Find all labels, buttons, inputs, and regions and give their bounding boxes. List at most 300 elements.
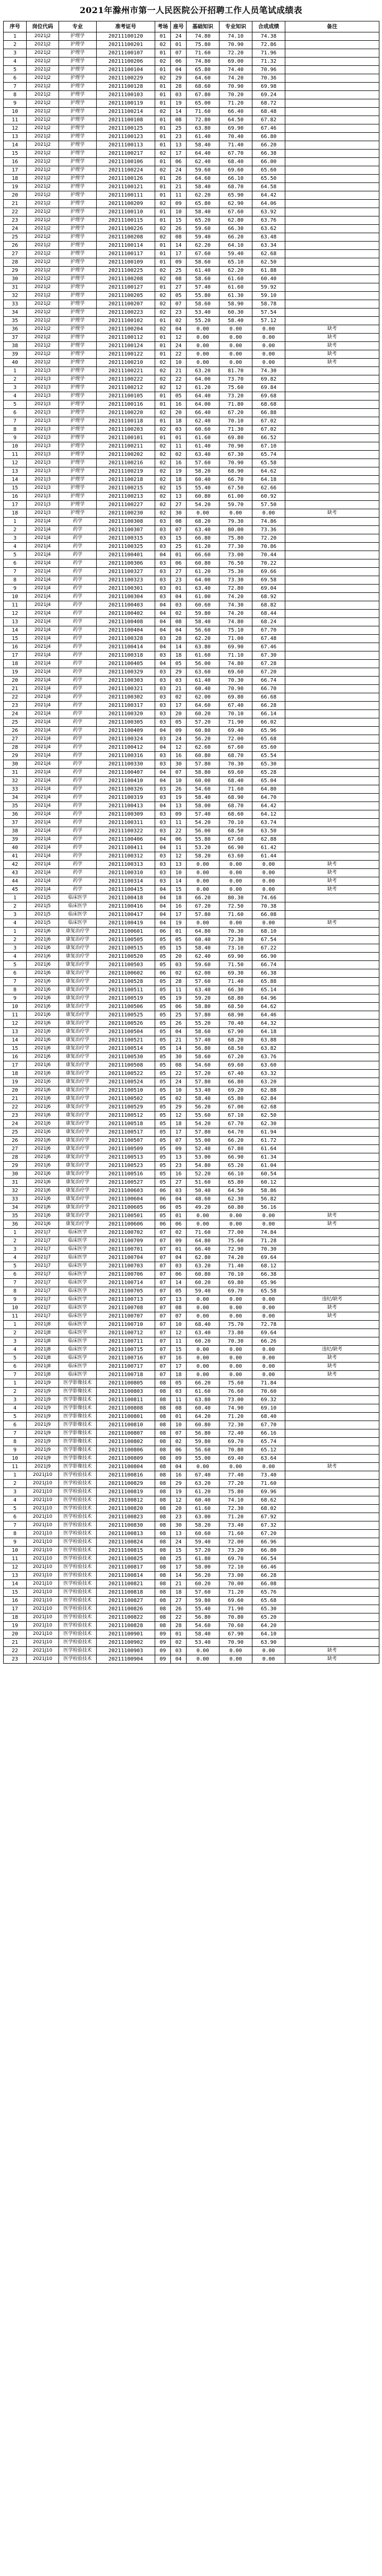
cell-remark <box>285 1488 379 1496</box>
cell-basic-score: 55.00 <box>187 1137 219 1145</box>
cell-position-code: 2021J9 <box>27 1446 59 1455</box>
cell-ticket-no: 20211100502 <box>97 1095 155 1103</box>
cell-serial: 4 <box>4 1254 27 1262</box>
cell-serial: 4 <box>4 1404 27 1413</box>
cell-basic-score: 65.80 <box>187 66 219 74</box>
cell-professional-score: 70.90 <box>219 685 252 693</box>
cell-room: 07 <box>155 1321 171 1329</box>
table-row <box>4 777 379 785</box>
cell-room: 08 <box>155 1379 171 1388</box>
cell-major: 药学 <box>59 568 97 576</box>
table-header-row <box>4 21 379 32</box>
table-row <box>4 1245 379 1254</box>
cell-total-score: 0.00 <box>252 342 285 350</box>
cell-total-score: 65.30 <box>252 760 285 769</box>
cell-ticket-no: 20211100313 <box>97 861 155 869</box>
cell-professional-score: 73.00 <box>219 1396 252 1404</box>
cell-position-code: 2021J4 <box>27 710 59 718</box>
table-row <box>4 1354 379 1363</box>
cell-professional-score: 74.30 <box>219 601 252 610</box>
cell-room: 05 <box>155 1170 171 1178</box>
cell-serial: 1 <box>4 518 27 526</box>
cell-serial: 10 <box>4 1003 27 1011</box>
cell-ticket-no: 20211100227 <box>97 501 155 509</box>
cell-ticket-no: 20211100309 <box>97 810 155 819</box>
cell-ticket-no: 20211100418 <box>97 894 155 902</box>
cell-position-code: 2021J3 <box>27 501 59 509</box>
cell-position-code: 2021J8 <box>27 1337 59 1346</box>
cell-ticket-no: 20211100104 <box>97 66 155 74</box>
cell-ticket-no: 20211100215 <box>97 484 155 493</box>
cell-serial: 3 <box>4 1488 27 1496</box>
table-row <box>4 1287 379 1296</box>
cell-room: 05 <box>155 936 171 944</box>
cell-serial: 37 <box>4 819 27 827</box>
cell-room: 08 <box>155 1388 171 1396</box>
cell-professional-score: 69.80 <box>219 1279 252 1287</box>
cell-basic-score: 54.60 <box>187 785 219 794</box>
cell-position-code: 2021J4 <box>27 769 59 777</box>
header-cell: 专业知识 <box>219 21 252 32</box>
cell-position-code: 2021J2 <box>27 49 59 58</box>
table-row <box>4 986 379 994</box>
cell-position-code: 2021J8 <box>27 1329 59 1337</box>
cell-total-score: 62.88 <box>252 835 285 844</box>
cell-room: 02 <box>155 233 171 242</box>
cell-professional-score: 74.90 <box>219 1404 252 1413</box>
cell-total-score: 70.22 <box>252 559 285 568</box>
cell-remark <box>285 1128 379 1137</box>
cell-total-score: 64.46 <box>252 1011 285 1020</box>
cell-ticket-no: 20211100226 <box>97 225 155 233</box>
cell-basic-score: 0.00 <box>187 1655 219 1664</box>
cell-seat: 21 <box>171 1580 187 1588</box>
cell-ticket-no: 20211100504 <box>97 1028 155 1036</box>
cell-basic-score: 64.60 <box>187 175 219 183</box>
cell-room: 08 <box>155 1505 171 1513</box>
cell-ticket-no: 20211100712 <box>97 1329 155 1337</box>
cell-serial: 12 <box>4 124 27 133</box>
cell-remark <box>285 1170 379 1178</box>
cell-basic-score: 0.00 <box>187 1346 219 1354</box>
cell-ticket-no: 20211100705 <box>97 1287 155 1296</box>
table-row <box>4 1563 379 1572</box>
cell-professional-score: 75.80 <box>219 1488 252 1496</box>
cell-professional-score: 60.80 <box>219 1204 252 1212</box>
cell-remark <box>285 116 379 124</box>
table-row <box>4 1530 379 1538</box>
cell-ticket-no: 20211100404 <box>97 626 155 635</box>
cell-remark <box>285 1505 379 1513</box>
cell-major: 药学 <box>59 526 97 534</box>
cell-ticket-no: 20211100826 <box>97 1605 155 1613</box>
cell-major: 护理学 <box>59 175 97 183</box>
table-row <box>4 501 379 509</box>
cell-total-score: 66.02 <box>252 718 285 727</box>
cell-remark <box>285 1145 379 1153</box>
cell-major: 护理学 <box>59 509 97 518</box>
cell-total-score: 68.72 <box>252 99 285 108</box>
cell-seat: 12 <box>171 334 187 342</box>
cell-serial: 11 <box>4 451 27 459</box>
cell-total-score: 65.60 <box>252 166 285 175</box>
cell-remark <box>285 124 379 133</box>
cell-ticket-no: 20211100213 <box>97 493 155 501</box>
cell-ticket-no: 20211100407 <box>97 769 155 777</box>
cell-serial: 12 <box>4 459 27 467</box>
cell-total-score: 69.66 <box>252 568 285 576</box>
cell-ticket-no: 20211100113 <box>97 141 155 150</box>
table-row <box>4 1580 379 1588</box>
cell-room: 06 <box>155 1220 171 1229</box>
cell-remark: 违纪/缺考 <box>285 1296 379 1304</box>
cell-room: 02 <box>155 493 171 501</box>
cell-seat: 11 <box>171 844 187 852</box>
cell-basic-score: 56.80 <box>187 1613 219 1622</box>
cell-seat: 04 <box>171 593 187 601</box>
cell-position-code: 2021J6 <box>27 1003 59 1011</box>
cell-position-code: 2021J9 <box>27 1404 59 1413</box>
cell-professional-score: 0.00 <box>219 1296 252 1304</box>
cell-serial: 14 <box>4 476 27 484</box>
cell-position-code: 2021J7 <box>27 1254 59 1262</box>
table-row <box>4 1279 379 1287</box>
cell-basic-score: 64.80 <box>187 1237 219 1245</box>
cell-major: 临床医学 <box>59 1262 97 1270</box>
cell-remark <box>285 451 379 459</box>
cell-major: 护理学 <box>59 91 97 99</box>
cell-room: 03 <box>155 518 171 526</box>
cell-total-score: 62.50 <box>252 258 285 267</box>
cell-room: 03 <box>155 668 171 677</box>
table-row <box>4 1538 379 1547</box>
cell-position-code: 2021J6 <box>27 1061 59 1070</box>
cell-serial: 18 <box>4 660 27 668</box>
cell-major: 护理学 <box>59 275 97 283</box>
cell-position-code: 2021J10 <box>27 1547 59 1555</box>
cell-ticket-no: 20211100303 <box>97 677 155 685</box>
cell-professional-score: 66.20 <box>219 1137 252 1145</box>
cell-major: 护理学 <box>59 250 97 258</box>
cell-professional-score: 72.10 <box>219 1563 252 1572</box>
cell-basic-score: 58.60 <box>187 1053 219 1061</box>
cell-basic-score: 55.00 <box>187 1455 219 1463</box>
cell-remark <box>285 1321 379 1329</box>
cell-remark <box>285 1388 379 1396</box>
cell-professional-score: 70.10 <box>219 710 252 718</box>
cell-serial: 28 <box>4 1153 27 1162</box>
cell-position-code: 2021J7 <box>27 1279 59 1287</box>
cell-serial: 16 <box>4 643 27 651</box>
cell-position-code: 2021J6 <box>27 1220 59 1229</box>
cell-room: 01 <box>155 434 171 442</box>
cell-major: 护理学 <box>59 150 97 158</box>
cell-major: 康复治疗学 <box>59 1153 97 1162</box>
cell-major: 药学 <box>59 794 97 802</box>
cell-basic-score: 60.40 <box>187 685 219 693</box>
table-row <box>4 250 379 258</box>
cell-serial: 32 <box>4 1187 27 1195</box>
cell-major: 药学 <box>59 777 97 785</box>
cell-seat: 12 <box>171 852 187 861</box>
cell-serial: 35 <box>4 317 27 325</box>
cell-professional-score: 69.60 <box>219 1061 252 1070</box>
cell-total-score: 69.58 <box>252 576 285 585</box>
cell-room: 03 <box>155 794 171 802</box>
cell-seat: 08 <box>171 618 187 626</box>
cell-room: 01 <box>155 183 171 191</box>
cell-room: 04 <box>155 727 171 735</box>
cell-total-score: 67.32 <box>252 1521 285 1530</box>
cell-professional-score: 70.30 <box>219 928 252 936</box>
cell-total-score: 66.74 <box>252 961 285 969</box>
cell-ticket-no: 20211100315 <box>97 534 155 543</box>
cell-total-score: 64.62 <box>252 467 285 476</box>
cell-ticket-no: 20211100324 <box>97 735 155 743</box>
cell-position-code: 2021J6 <box>27 1028 59 1036</box>
cell-major: 护理学 <box>59 200 97 208</box>
cell-position-code: 2021J4 <box>27 810 59 819</box>
cell-major: 医学检验技术 <box>59 1588 97 1597</box>
cell-remark <box>285 534 379 543</box>
cell-basic-score: 63.40 <box>187 1329 219 1337</box>
cell-remark <box>285 1555 379 1563</box>
cell-professional-score: 0.00 <box>219 350 252 359</box>
cell-position-code: 2021J4 <box>27 601 59 610</box>
table-row <box>4 1162 379 1170</box>
cell-room: 05 <box>155 1212 171 1220</box>
cell-position-code: 2021J2 <box>27 250 59 258</box>
cell-ticket-no: 20211100519 <box>97 994 155 1003</box>
cell-remark <box>285 49 379 58</box>
cell-room: 02 <box>155 442 171 451</box>
cell-position-code: 2021J3 <box>27 459 59 467</box>
cell-total-score: 68.12 <box>252 1262 285 1270</box>
cell-major: 药学 <box>59 886 97 894</box>
cell-major: 药学 <box>59 769 97 777</box>
cell-major: 药学 <box>59 869 97 877</box>
cell-position-code: 2021J8 <box>27 1371 59 1379</box>
cell-basic-score: 60.40 <box>187 936 219 944</box>
table-row <box>4 568 379 576</box>
cell-professional-score: 72.30 <box>219 936 252 944</box>
cell-seat: 15 <box>171 216 187 225</box>
cell-position-code: 2021J4 <box>27 534 59 543</box>
cell-serial: 31 <box>4 1178 27 1187</box>
cell-professional-score: 75.60 <box>219 1379 252 1388</box>
cell-professional-score: 65.90 <box>219 191 252 200</box>
cell-professional-score: 72.30 <box>219 1421 252 1429</box>
table-row <box>4 1120 379 1128</box>
cell-room: 05 <box>155 1053 171 1061</box>
cell-basic-score: 56.20 <box>187 735 219 743</box>
cell-serial: 41 <box>4 852 27 861</box>
cell-professional-score: 67.40 <box>219 1070 252 1078</box>
cell-remark <box>285 292 379 300</box>
cell-room: 08 <box>155 1530 171 1538</box>
cell-remark <box>285 66 379 74</box>
cell-basic-score: 60.20 <box>187 710 219 718</box>
cell-serial: 34 <box>4 308 27 317</box>
cell-major: 医学检验技术 <box>59 1480 97 1488</box>
cell-major: 药学 <box>59 819 97 827</box>
cell-remark: 缺考 <box>285 1647 379 1655</box>
cell-serial: 7 <box>4 83 27 91</box>
cell-position-code: 2021J6 <box>27 1120 59 1128</box>
cell-position-code: 2021J3 <box>27 493 59 501</box>
cell-basic-score: 72.80 <box>187 116 219 124</box>
cell-serial: 6 <box>4 559 27 568</box>
cell-position-code: 2021J4 <box>27 785 59 794</box>
cell-room: 03 <box>155 693 171 702</box>
cell-professional-score: 69.30 <box>219 969 252 978</box>
cell-seat: 10 <box>171 1321 187 1329</box>
cell-professional-score: 0.00 <box>219 1463 252 1471</box>
cell-room: 04 <box>155 551 171 559</box>
cell-position-code: 2021J9 <box>27 1421 59 1429</box>
cell-remark <box>285 1162 379 1170</box>
cell-remark <box>285 810 379 819</box>
cell-total-score: 70.38 <box>252 902 285 911</box>
cell-serial: 1 <box>4 367 27 375</box>
cell-serial: 2 <box>4 1237 27 1245</box>
cell-ticket-no: 20211100403 <box>97 601 155 610</box>
cell-major: 康复治疗学 <box>59 1112 97 1120</box>
cell-serial: 3 <box>4 384 27 392</box>
cell-position-code: 2021J4 <box>27 752 59 760</box>
cell-seat: 16 <box>171 1354 187 1363</box>
cell-total-score: 58.78 <box>252 300 285 308</box>
cell-position-code: 2021J4 <box>27 618 59 626</box>
cell-total-score: 65.68 <box>252 735 285 743</box>
cell-remark <box>285 1153 379 1162</box>
cell-professional-score: 69.40 <box>219 1455 252 1463</box>
cell-room: 08 <box>155 1563 171 1572</box>
cell-professional-score: 68.50 <box>219 1003 252 1011</box>
cell-remark <box>285 141 379 150</box>
cell-total-score: 66.90 <box>252 953 285 961</box>
cell-professional-score: 67.00 <box>219 1103 252 1112</box>
cell-total-score: 0.00 <box>252 350 285 359</box>
cell-seat: 10 <box>171 208 187 216</box>
cell-professional-score: 61.00 <box>219 493 252 501</box>
cell-total-score: 68.02 <box>252 1505 285 1513</box>
cell-ticket-no: 20211100306 <box>97 559 155 568</box>
cell-ticket-no: 20211100304 <box>97 593 155 601</box>
cell-seat: 03 <box>171 1187 187 1195</box>
table-row <box>4 1170 379 1178</box>
cell-position-code: 2021J2 <box>27 158 59 166</box>
cell-professional-score: 70.10 <box>219 417 252 426</box>
cell-major: 护理学 <box>59 484 97 493</box>
cell-professional-score: 70.60 <box>219 1622 252 1630</box>
cell-remark <box>285 685 379 693</box>
cell-remark <box>285 593 379 601</box>
cell-professional-score: 70.10 <box>219 819 252 827</box>
cell-position-code: 2021J6 <box>27 1011 59 1020</box>
cell-room: 01 <box>155 242 171 250</box>
table-row <box>4 902 379 911</box>
cell-position-code: 2021J4 <box>27 677 59 685</box>
cell-total-score: 68.40 <box>252 1413 285 1421</box>
cell-basic-score: 56.00 <box>187 660 219 668</box>
cell-major: 康复治疗学 <box>59 1145 97 1153</box>
cell-seat: 04 <box>171 626 187 635</box>
cell-serial: 9 <box>4 1538 27 1547</box>
cell-ticket-no: 20211100708 <box>97 1304 155 1312</box>
cell-remark <box>285 308 379 317</box>
cell-total-score: 65.88 <box>252 978 285 986</box>
cell-basic-score: 58.40 <box>187 208 219 216</box>
cell-position-code: 2021J6 <box>27 1070 59 1078</box>
cell-total-score: 66.38 <box>252 150 285 158</box>
cell-serial: 13 <box>4 1028 27 1036</box>
cell-professional-score: 0.00 <box>219 1655 252 1664</box>
cell-remark: 缺考 <box>285 325 379 334</box>
table-row <box>4 1212 379 1220</box>
cell-remark <box>285 1120 379 1128</box>
cell-position-code: 2021J10 <box>27 1630 59 1639</box>
cell-ticket-no: 20211100124 <box>97 342 155 350</box>
cell-room: 02 <box>155 150 171 158</box>
cell-ticket-no: 20211100819 <box>97 1488 155 1496</box>
cell-ticket-no: 20211100717 <box>97 1363 155 1371</box>
table-row <box>4 334 379 342</box>
cell-seat: 05 <box>171 292 187 300</box>
cell-professional-score: 77.00 <box>219 1229 252 1237</box>
cell-remark <box>285 785 379 794</box>
cell-total-score: 0.00 <box>252 1647 285 1655</box>
table-row <box>4 66 379 74</box>
table-row <box>4 1588 379 1597</box>
header-cell: 基础知识 <box>187 21 219 32</box>
table-row <box>4 1655 379 1664</box>
cell-room: 03 <box>155 685 171 693</box>
cell-basic-score: 53.40 <box>187 1639 219 1647</box>
table-row <box>4 1639 379 1647</box>
cell-total-score: 66.28 <box>252 702 285 710</box>
cell-room: 03 <box>155 585 171 593</box>
cell-seat: 05 <box>171 1204 187 1212</box>
table-row <box>4 551 379 559</box>
cell-serial: 35 <box>4 1212 27 1220</box>
cell-ticket-no: 20211100316 <box>97 752 155 760</box>
cell-room: 05 <box>155 953 171 961</box>
cell-ticket-no: 20211100328 <box>97 635 155 643</box>
cell-total-score: 63.76 <box>252 216 285 225</box>
cell-remark <box>285 928 379 936</box>
cell-ticket-no: 20211100103 <box>97 91 155 99</box>
cell-serial: 29 <box>4 752 27 760</box>
cell-total-score: 66.70 <box>252 685 285 693</box>
cell-professional-score: 71.20 <box>219 99 252 108</box>
cell-room: 03 <box>155 576 171 585</box>
cell-serial: 20 <box>4 677 27 685</box>
cell-ticket-no: 20211100805 <box>97 1379 155 1388</box>
cell-serial: 10 <box>4 1547 27 1555</box>
cell-ticket-no: 20211100510 <box>97 1086 155 1095</box>
cell-major: 康复治疗学 <box>59 1162 97 1170</box>
cell-room: 08 <box>155 1421 171 1429</box>
cell-room: 02 <box>155 225 171 233</box>
cell-professional-score: 70.40 <box>219 1020 252 1028</box>
table-row <box>4 1003 379 1011</box>
cell-seat: 29 <box>171 1103 187 1112</box>
table-row <box>4 919 379 928</box>
cell-room: 03 <box>155 735 171 743</box>
cell-serial: 33 <box>4 1195 27 1204</box>
cell-professional-score: 64.10 <box>219 242 252 250</box>
